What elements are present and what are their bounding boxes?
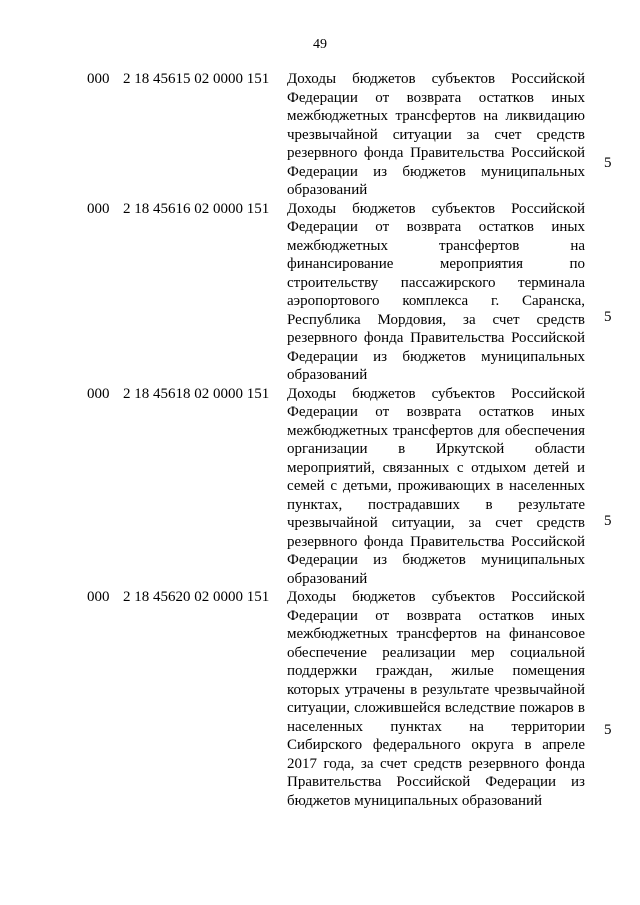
admin-code: 000 bbox=[87, 200, 110, 217]
income-code-table bbox=[0, 70, 640, 810]
table-row bbox=[0, 200, 640, 385]
norm-value: 5 bbox=[604, 721, 612, 738]
admin-code: 000 bbox=[87, 589, 110, 605]
admin-code: 000 bbox=[87, 385, 110, 402]
income-description: Доходы бюджетов субъектов Российской Федерации от возврата остатков иных межбюджетных трансфертов на финансовое обеспечение реализации мер социальной поддержки граждан, жилые помещения которых утрачены в результате чрезвычайной ситуации, сложившейся вследствие пожаров в населенных пунктах на территории Сибирского федерального округа в апреле 2017 года, за счет средств резервного фонда Правительства Российской Федерации из бюджетов муниципальных образований bbox=[287, 589, 585, 809]
admin-code: 000 bbox=[87, 71, 110, 87]
table-row bbox=[0, 70, 640, 200]
budget-classification-code: 2 18 45615 02 0000 151 bbox=[123, 71, 270, 87]
budget-classification-code: 2 18 45616 02 0000 151 bbox=[123, 200, 270, 217]
budget-classification-code: 2 18 45618 02 0000 151 bbox=[123, 385, 270, 402]
income-description: Доходы бюджетов субъектов Российской Федерации от возврата остатков иных межбюджетных трансфертов на ликвидацию чрезвычайной ситуации за счет средств резервного фонда Правительства Российской Федерации из бюджетов муниципальных образований bbox=[287, 71, 585, 198]
norm-value: 5 bbox=[604, 512, 612, 529]
budget-classification-code: 2 18 45620 02 0000 151 bbox=[123, 589, 270, 605]
norm-value: 5 bbox=[604, 309, 612, 325]
income-description: Доходы бюджетов субъектов Российской Федерации от возврата остатков иных межбюджетных трансфертов на финансирование мероприятия по строительству пассажирского терминала аэропортового комплекса г. Саранска, Республика Мордовия, за счет средств резервного фонда Правительства Российской Федерации из бюджетов муниципальных образований bbox=[287, 200, 585, 383]
table-row bbox=[0, 588, 640, 810]
page-number: 49 bbox=[313, 37, 327, 52]
norm-value: 5 bbox=[604, 155, 612, 171]
table-row bbox=[0, 385, 640, 589]
income-description: Доходы бюджетов субъектов Российской Федерации от возврата остатков иных межбюджетных трансфертов для обеспечения организации в Иркутской области мероприятий, связанных с отдыхом детей и семей с детьми, проживающих в населенных пунктах, пострадавших в результате чрезвычайной ситуации, за счет средств резервного фонда Правительства Российской Федерации из бюджетов муниципальных образований bbox=[287, 385, 585, 587]
